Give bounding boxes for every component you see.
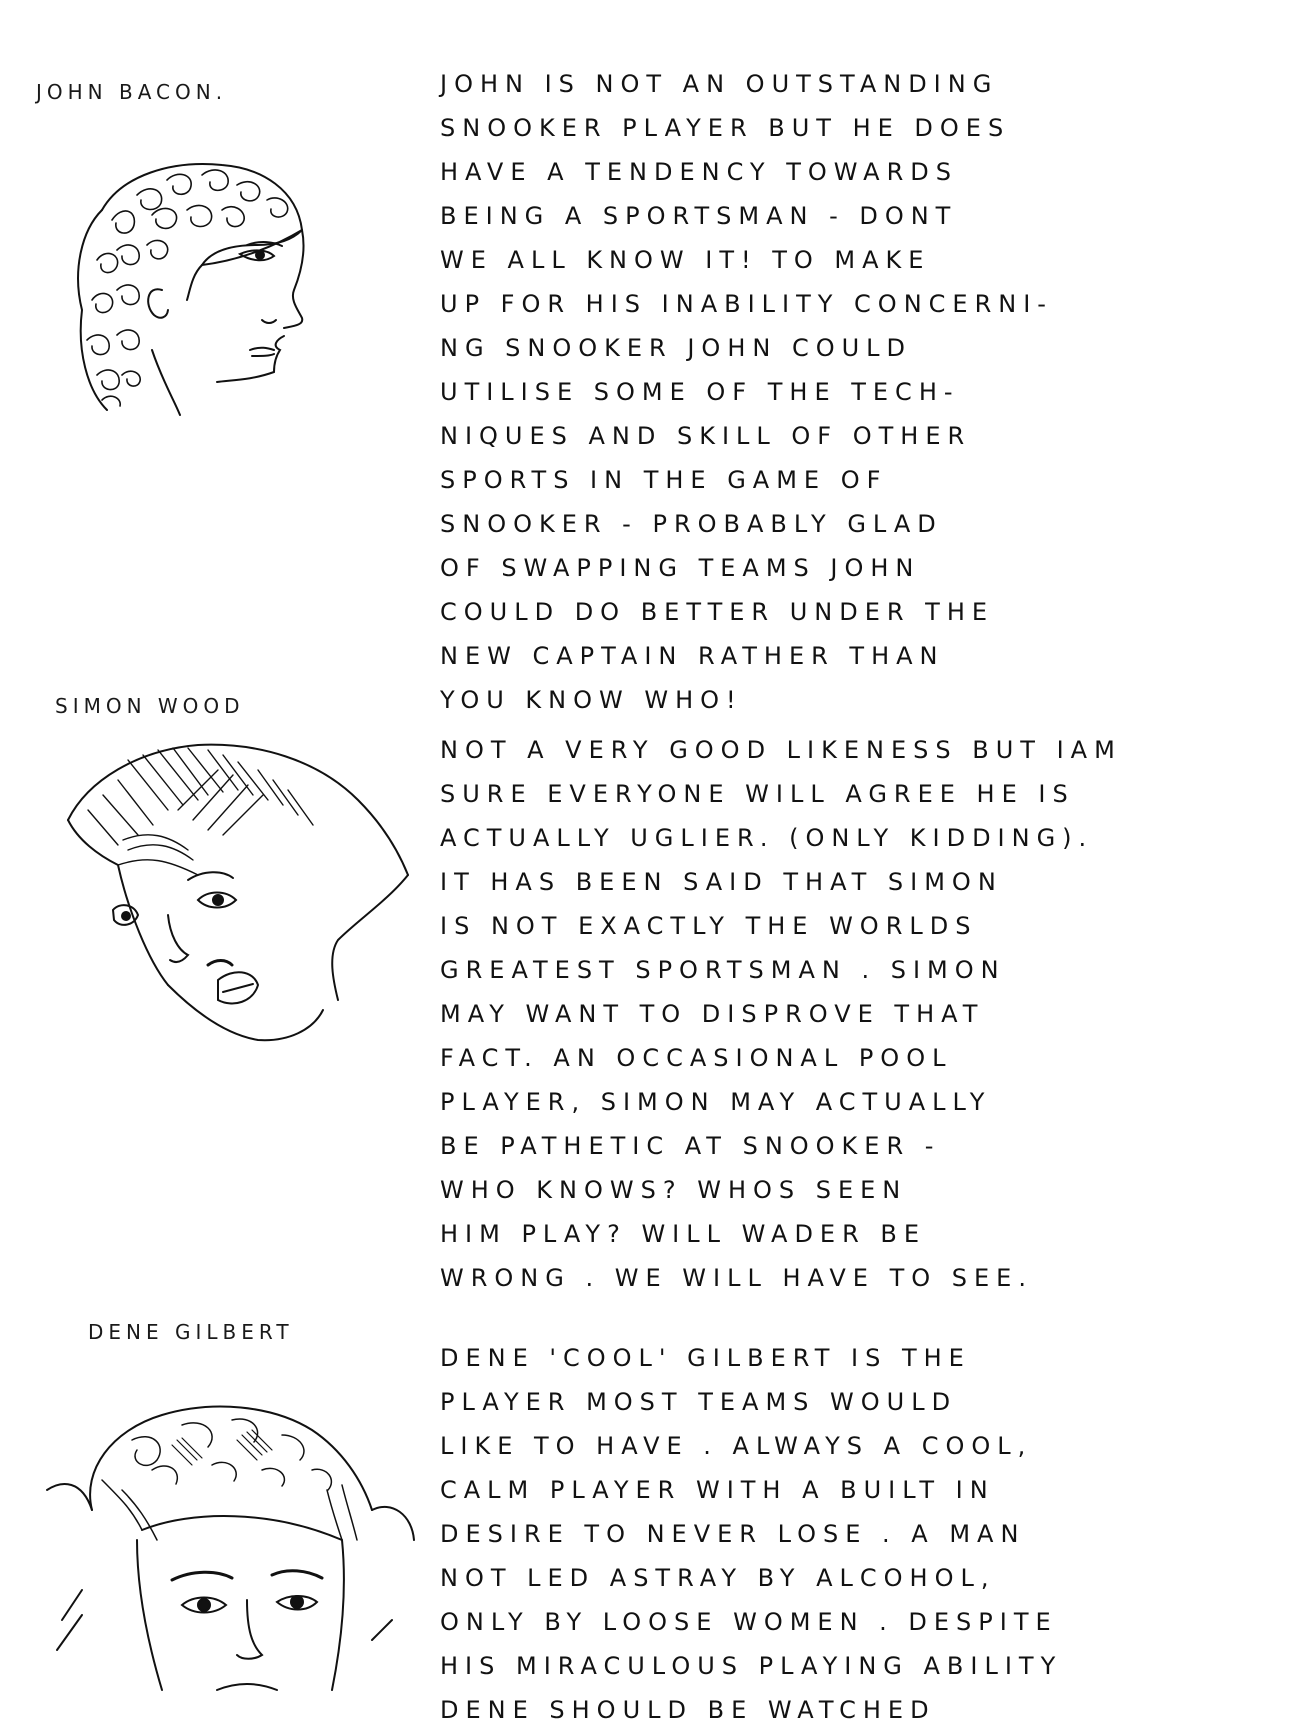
portrait-john-bacon [62,150,352,480]
text-line: LIKE TO HAVE . ALWAYS A COOL, [440,1432,1033,1460]
text-line: BE PATHETIC AT SNOOKER - [440,1132,941,1160]
profile-name-dene-gilbert: DENE GILBERT [88,1320,294,1344]
text-line: GREATEST SPORTSMAN . SIMON [440,956,1006,984]
text-line: YOU KNOW WHO! [440,686,743,714]
text-line: NG SNOOKER JOHN COULD [440,334,913,362]
text-line: PLAYER MOST TEAMS WOULD [440,1388,958,1416]
text-line: NIQUES AND SKILL OF OTHER [440,422,972,450]
text-line: COULD DO BETTER UNDER THE [440,598,995,626]
profile-name-john-bacon: JOHN BACON. [36,80,228,104]
text-line: NEW CAPTAIN RATHER THAN [440,642,945,670]
text-line: IS NOT EXACTLY THE WORLDS [440,912,978,940]
text-line: UTILISE SOME OF THE TECH- [440,378,960,406]
profile-name-simon-wood: SIMON WOOD [55,694,245,718]
text-line: SURE EVERYONE WILL AGREE HE IS [440,780,1075,808]
text-line: OF SWAPPING TEAMS JOHN [440,554,921,582]
text-line: IT HAS BEEN SAID THAT SIMON [440,868,1003,896]
text-line: MAY WANT TO DISPROVE THAT [440,1000,985,1028]
text-line: WE ALL KNOW IT! TO MAKE [440,246,931,274]
text-line: WHO KNOWS? WHOS SEEN [440,1176,908,1204]
text-line: WRONG . WE WILL HAVE TO SEE. [440,1264,1033,1292]
text-line: HIS MIRACULOUS PLAYING ABILITY [440,1652,1063,1680]
text-line: ACTUALLY UGLIER. (ONLY KIDDING). [440,824,1094,852]
text-line: ONLY BY LOOSE WOMEN . DESPITE [440,1608,1058,1636]
profile-text-dene-gilbert [440,1336,1260,1732]
text-line: JOHN IS NOT AN OUTSTANDING [440,70,999,98]
text-line: UP FOR HIS INABILITY CONCERNI- [440,290,1053,318]
text-line: PLAYER, SIMON MAY ACTUALLY [440,1088,992,1116]
text-line: NOT A VERY GOOD LIKENESS BUT IAM [440,736,1122,764]
portrait-dene-gilbert [42,1390,422,1710]
text-line: BEING A SPORTSMAN - DONT [440,202,958,230]
profile-text-simon-wood [440,728,1260,1300]
text-line: HAVE A TENDENCY TOWARDS [440,158,958,186]
text-line: HIM PLAY? WILL WADER BE [440,1220,927,1248]
text-line: SNOOKER - PROBABLY GLAD [440,510,943,538]
text-line: CALM PLAYER WITH A BUILT IN [440,1476,995,1504]
text-line: DENE 'COOL' GILBERT IS THE [440,1344,971,1372]
text-line: FACT. AN OCCASIONAL POOL [440,1044,953,1072]
text-line: SNOOKER PLAYER BUT HE DOES [440,114,1011,142]
text-line: DENE SHOULD BE WATCHED [440,1696,936,1724]
profile-text-john-bacon [440,62,1260,722]
text-line: SPORTS IN THE GAME OF [440,466,888,494]
text-line: DESIRE TO NEVER LOSE . A MAN [440,1520,1026,1548]
text-line: NOT LED ASTRAY BY ALCOHOL, [440,1564,996,1592]
portrait-simon-wood [58,740,418,1070]
